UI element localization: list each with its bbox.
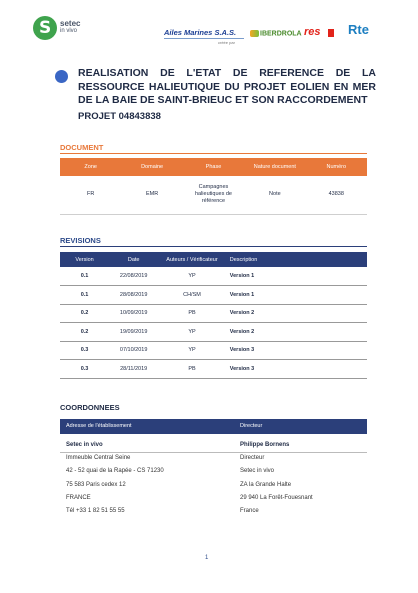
coordonnees-header-bar <box>60 419 367 434</box>
rev-col-version: Version <box>60 252 109 267</box>
coordonnees-address <box>66 439 164 518</box>
table-row <box>60 286 367 305</box>
rev-description: Version 3 <box>226 341 367 360</box>
setec-logo-name: setec <box>60 19 81 28</box>
rev-date: 19/09/2019 <box>109 323 158 342</box>
rev-description: Version 2 <box>226 323 367 342</box>
coordonnees-director <box>240 439 313 518</box>
setec-logo <box>33 16 93 46</box>
address-line: Immeuble Central Seine <box>66 455 131 462</box>
address-line: 42 - 52 quai de la Rapée - CS 71230 <box>66 468 164 475</box>
document-heading: DOCUMENT <box>60 143 104 152</box>
doc-col-numero: Numéro <box>306 158 367 176</box>
project-number: PROJET 04843838 <box>78 111 161 122</box>
page-header <box>0 0 418 58</box>
doc-col-domaine: Domaine <box>121 158 182 176</box>
title-bullet-icon <box>55 70 68 83</box>
address-company: Setec in vivo <box>66 442 103 448</box>
rev-description: Version 3 <box>226 360 367 379</box>
coord-col-director: Directeur <box>240 423 263 429</box>
doc-nature: Note <box>244 176 305 214</box>
doc-phase: Campagnes halieutiques de référence <box>183 176 244 214</box>
coord-col-address: Adresse de l'établissement <box>66 423 132 429</box>
director-name: Philippe Bornens <box>240 442 290 448</box>
coordonnees-heading: COORDONNEES <box>60 403 120 412</box>
res-square-icon <box>328 29 334 37</box>
revisions-rule <box>60 246 367 247</box>
iberdrola-logo: IBERDROLA <box>250 30 302 37</box>
doc-col-nature: Nature document <box>244 158 305 176</box>
rev-author: PB <box>158 360 226 379</box>
rev-author: CH/SM <box>158 286 226 305</box>
director-line: 29 940 La Forêt-Fouesnant <box>240 494 313 501</box>
rev-description: Version 2 <box>226 304 367 323</box>
address-phone: Tél +33 1 82 51 55 55 <box>66 508 125 515</box>
doc-numero: 43838 <box>306 176 367 214</box>
res-logo: res <box>304 26 321 38</box>
rev-version: 0.1 <box>60 267 109 286</box>
rev-description: Version 1 <box>226 286 367 305</box>
director-country: France <box>240 508 259 515</box>
rev-author: PB <box>158 304 226 323</box>
document-rule <box>60 153 367 154</box>
table-row <box>60 304 367 323</box>
rev-col-description: Description <box>226 252 367 267</box>
rev-col-auteurs: Auteurs / Vérificateur <box>158 252 226 267</box>
ailes-marines-underline <box>164 38 244 39</box>
rev-author: YP <box>158 341 226 360</box>
rev-author: YP <box>158 267 226 286</box>
iberdrola-leaf-icon <box>250 30 259 37</box>
table-row <box>60 341 367 360</box>
rev-version: 0.2 <box>60 304 109 323</box>
doc-col-zone: Zone <box>60 158 121 176</box>
director-line: Setec in vivo <box>240 468 275 475</box>
director-role: Directeur <box>240 455 265 462</box>
page-title: REALISATION DE L'ETAT DE REFERENCE DE LA RESSOURCE HALIEUTIQUE DU PROJET EOLIEN EN MER DE LA BAIE DE SAINT-BRIEUC ET SON RACCORDEMENT <box>78 67 376 106</box>
page-number: 1 <box>205 555 209 561</box>
ailes-marines-logo: Ailes Marines S.A.S. <box>164 28 237 37</box>
setec-logo-icon: S <box>33 16 57 40</box>
rev-date: 28/11/2019 <box>109 360 158 379</box>
rev-version: 0.1 <box>60 286 109 305</box>
document-table <box>60 158 367 215</box>
rev-date: 22/08/2019 <box>109 267 158 286</box>
doc-zone: FR <box>60 176 121 214</box>
revisions-table <box>60 252 367 379</box>
rev-description: Version 1 <box>226 267 367 286</box>
rev-col-date: Date <box>109 252 158 267</box>
rev-date: 07/10/2019 <box>109 341 158 360</box>
rte-logo: Rte <box>348 22 369 37</box>
rev-version: 0.3 <box>60 360 109 379</box>
rev-version: 0.2 <box>60 323 109 342</box>
rev-date: 10/09/2019 <box>109 304 158 323</box>
table-row <box>60 323 367 342</box>
director-line: ZA la Grande Halte <box>240 481 292 488</box>
rev-version: 0.3 <box>60 341 109 360</box>
address-line: 75 583 Paris cedex 12 <box>66 481 126 488</box>
table-row <box>60 176 367 214</box>
rev-date: 28/08/2019 <box>109 286 158 305</box>
address-country: FRANCE <box>66 494 91 501</box>
ailes-marines-sub: créée par <box>218 40 235 45</box>
rev-author: YP <box>158 323 226 342</box>
setec-logo-sub: in vivo <box>60 28 78 34</box>
table-row <box>60 360 367 379</box>
doc-col-phase: Phase <box>183 158 244 176</box>
table-row <box>60 267 367 286</box>
doc-domaine: EMR <box>121 176 182 214</box>
revisions-heading: REVISIONS <box>60 236 101 245</box>
